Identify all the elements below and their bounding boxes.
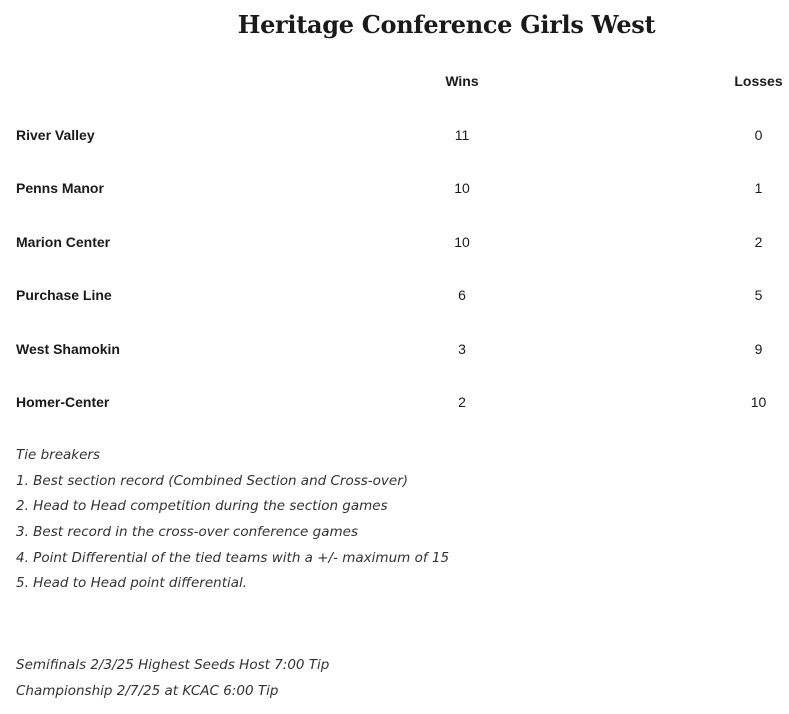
tie-breakers-heading: Tie breakers bbox=[16, 447, 100, 463]
table-row bbox=[0, 215, 789, 269]
header-team bbox=[0, 54, 356, 108]
table-row bbox=[0, 162, 789, 216]
team-name: West Shamokin bbox=[16, 340, 120, 357]
team-name: Purchase Line bbox=[16, 287, 112, 304]
team-losses: 2 bbox=[754, 233, 763, 250]
tie-breaker-item: 3. Best record in the cross-over conference games bbox=[16, 524, 358, 541]
tie-breaker-item: 2. Head to Head competition during the section games bbox=[16, 498, 388, 515]
team-wins: 6 bbox=[458, 287, 466, 304]
team-losses: 9 bbox=[754, 340, 763, 357]
header-wins: Wins bbox=[445, 73, 479, 89]
team-wins: 11 bbox=[454, 126, 470, 143]
team-losses: 5 bbox=[754, 287, 763, 304]
tie-breaker-item: 4. Point Differential of the tied teams with a +/- maximum of 15 bbox=[16, 549, 450, 566]
page-title-wrapper bbox=[0, 10, 789, 39]
team-name: Homer-Center bbox=[16, 394, 110, 411]
team-wins: 2 bbox=[458, 394, 466, 411]
standings-table bbox=[0, 54, 789, 429]
table-row bbox=[0, 269, 789, 323]
table-row bbox=[0, 322, 789, 376]
tie-breakers-section bbox=[16, 443, 449, 597]
team-wins: 10 bbox=[454, 233, 470, 250]
team-wins: 3 bbox=[458, 340, 466, 357]
table-row bbox=[0, 376, 789, 430]
team-wins: 10 bbox=[454, 180, 470, 197]
tie-breaker-item: 5. Head to Head point differential. bbox=[16, 575, 248, 592]
tie-breaker-item: 1. Best section record (Combined Section and Cross-over) bbox=[16, 472, 409, 489]
team-name: Penns Manor bbox=[16, 180, 104, 197]
team-name: Marion Center bbox=[16, 233, 111, 250]
team-name: River Valley bbox=[16, 126, 95, 143]
team-losses: 0 bbox=[754, 126, 763, 143]
schedule-championship: Championship 2/7/25 at KCAC 6:00 Tip bbox=[16, 682, 279, 699]
table-header-row bbox=[0, 54, 789, 108]
page-title: Heritage Conference Girls West bbox=[237, 10, 656, 39]
schedule-semifinals: Semifinals 2/3/25 Highest Seeds Host 7:00 Tip bbox=[16, 657, 330, 673]
team-losses: 10 bbox=[750, 394, 767, 411]
team-losses: 1 bbox=[754, 180, 763, 197]
table-row bbox=[0, 108, 789, 162]
header-losses: Losses bbox=[734, 73, 783, 89]
schedule-section bbox=[16, 653, 329, 704]
